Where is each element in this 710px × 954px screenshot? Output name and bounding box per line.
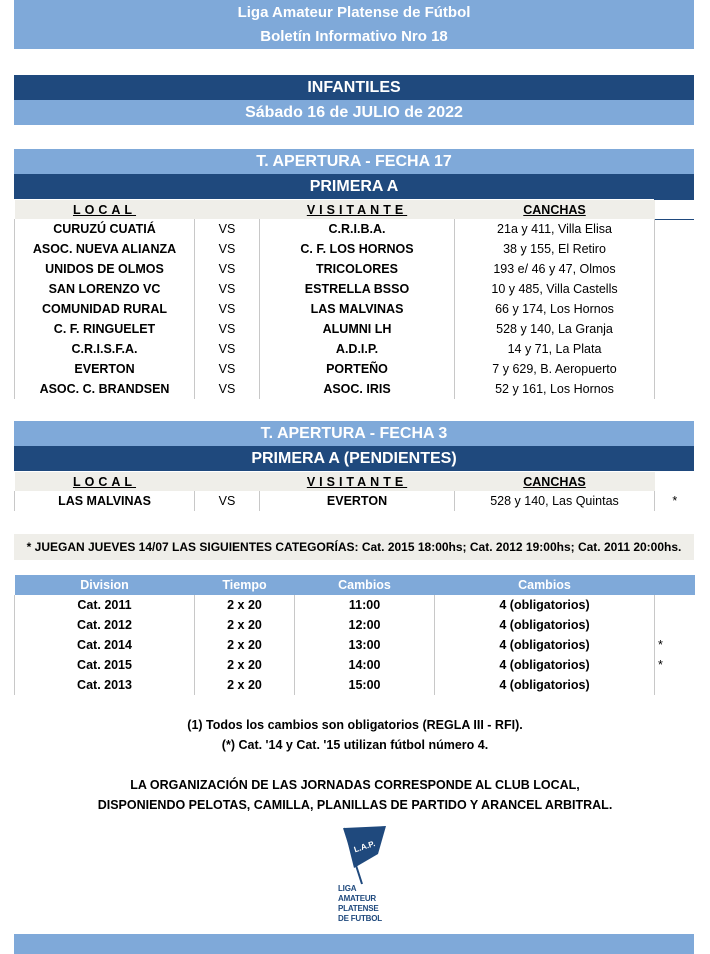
block2-rows bbox=[15, 491, 695, 511]
match-row bbox=[15, 239, 695, 259]
logo-line-4: DE FUTBOL bbox=[338, 914, 382, 923]
col-visitante: VISITANTE bbox=[306, 202, 408, 217]
visiting-team: A.D.I.P. bbox=[260, 339, 455, 359]
field-location: 14 y 71, La Plata bbox=[455, 339, 655, 359]
vs-label: VS bbox=[195, 279, 260, 299]
block2-table bbox=[14, 472, 695, 511]
header-cambios: Cambios bbox=[295, 575, 435, 595]
local-team: C. F. RINGUELET bbox=[15, 319, 195, 339]
row-mark bbox=[655, 319, 695, 339]
col-local: LOCAL bbox=[72, 202, 137, 217]
category-row bbox=[15, 655, 695, 675]
local-team: COMUNIDAD RURAL bbox=[15, 299, 195, 319]
block1-rows bbox=[15, 219, 695, 399]
visiting-team: TRICOLORES bbox=[260, 259, 455, 279]
category-changes: 4 (obligatorios) bbox=[435, 675, 655, 695]
field-location: 21a y 411, Villa Elisa bbox=[455, 219, 655, 239]
col-visitante: VISITANTE bbox=[306, 474, 408, 489]
category-division: Cat. 2012 bbox=[15, 615, 195, 635]
header-division: Division bbox=[15, 575, 195, 595]
local-team: CURUZÚ CUATIÁ bbox=[15, 219, 195, 239]
category-changes: 4 (obligatorios) bbox=[435, 595, 655, 615]
visiting-team: LAS MALVINAS bbox=[260, 299, 455, 319]
categories-table bbox=[14, 575, 695, 695]
logo-line-2: AMATEUR bbox=[338, 894, 377, 903]
vs-label: VS bbox=[195, 219, 260, 239]
league-name: Liga Amateur Platense de Fútbol bbox=[237, 4, 471, 21]
field-location: 38 y 155, El Retiro bbox=[455, 239, 655, 259]
logo-line-1: LIGA bbox=[338, 884, 357, 893]
row-mark: * bbox=[655, 491, 695, 511]
category-changes: 4 (obligatorios) bbox=[435, 655, 655, 675]
vs-label: VS bbox=[195, 299, 260, 319]
category-time: 2 x 20 bbox=[195, 615, 295, 635]
category-mark: * bbox=[655, 635, 695, 655]
visiting-team: ESTRELLA BSSO bbox=[260, 279, 455, 299]
field-location: 66 y 174, Los Hornos bbox=[455, 299, 655, 319]
category-mark bbox=[655, 595, 695, 615]
category-mark bbox=[655, 675, 695, 695]
col-canchas: CANCHAS bbox=[523, 474, 586, 489]
vs-label: VS bbox=[195, 259, 260, 279]
categories-headers bbox=[15, 575, 695, 595]
category-row bbox=[15, 635, 695, 655]
category-division: Cat. 2011 bbox=[15, 595, 195, 615]
organization-line-2: DISPONIENDO PELOTAS, CAMILLA, PLANILLAS DE PARTIDO Y ARANCEL ARBITRAL. bbox=[97, 798, 613, 812]
local-team: SAN LORENZO VC bbox=[15, 279, 195, 299]
field-location: 193 e/ 46 y 47, Olmos bbox=[455, 259, 655, 279]
block2-division: PRIMERA A (PENDIENTES) bbox=[14, 446, 694, 471]
categories-rows bbox=[15, 595, 695, 695]
category-changes: 4 (obligatorios) bbox=[435, 635, 655, 655]
row-mark bbox=[655, 239, 695, 259]
row-mark bbox=[655, 359, 695, 379]
row-mark bbox=[655, 259, 695, 279]
footnote-ball: (*) Cat. '14 y Cat. '15 utilizan fútbol número 4. bbox=[221, 738, 489, 752]
row-mark bbox=[655, 299, 695, 319]
category-mark: * bbox=[655, 655, 695, 675]
visiting-team: ASOC. IRIS bbox=[260, 379, 455, 399]
category-mark bbox=[655, 615, 695, 635]
match-row bbox=[15, 379, 695, 399]
local-team: ASOC. NUEVA ALIANZA bbox=[15, 239, 195, 259]
category-row bbox=[15, 675, 695, 695]
block1-column-headers bbox=[15, 200, 695, 219]
category-time: 2 x 20 bbox=[195, 595, 295, 615]
visiting-team: ALUMNI LH bbox=[260, 319, 455, 339]
local-team: EVERTON bbox=[15, 359, 195, 379]
col-canchas: CANCHAS bbox=[523, 202, 586, 217]
block1-tournament: T. APERTURA - FECHA 17 bbox=[14, 149, 694, 174]
row-mark bbox=[655, 379, 695, 399]
category-hour: 12:00 bbox=[295, 615, 435, 635]
section-category: INFANTILES bbox=[14, 75, 694, 100]
vs-label: VS bbox=[195, 239, 260, 259]
category-time: 2 x 20 bbox=[195, 655, 295, 675]
visiting-team: C. F. LOS HORNOS bbox=[260, 239, 455, 259]
footer-bar bbox=[14, 934, 694, 954]
match-row bbox=[15, 279, 695, 299]
local-team: LAS MALVINAS bbox=[15, 491, 195, 511]
match-row bbox=[15, 359, 695, 379]
vs-label: VS bbox=[195, 319, 260, 339]
vs-label: VS bbox=[195, 379, 260, 399]
logo-flag-text: L.A.P. bbox=[352, 839, 377, 855]
header-cambios: Cambios bbox=[435, 575, 655, 595]
row-mark bbox=[655, 279, 695, 299]
match-row bbox=[15, 219, 695, 239]
category-row bbox=[15, 615, 695, 635]
match-row bbox=[15, 259, 695, 279]
bulletin-number: Boletín Informativo Nro 18 bbox=[260, 28, 448, 45]
row-mark bbox=[655, 219, 695, 239]
match-row bbox=[15, 491, 695, 511]
local-team: UNIDOS DE OLMOS bbox=[15, 259, 195, 279]
category-hour: 15:00 bbox=[295, 675, 435, 695]
match-row bbox=[15, 319, 695, 339]
category-time: 2 x 20 bbox=[195, 675, 295, 695]
block1-table bbox=[14, 200, 695, 399]
organization-line-1: LA ORGANIZACIÓN DE LAS JORNADAS CORRESPONDE AL CLUB LOCAL, bbox=[130, 778, 580, 792]
visiting-team: EVERTON bbox=[260, 491, 455, 511]
block1-division: PRIMERA A bbox=[14, 174, 694, 199]
match-row bbox=[15, 339, 695, 359]
field-location: 52 y 161, Los Hornos bbox=[455, 379, 655, 399]
category-hour: 11:00 bbox=[295, 595, 435, 615]
block2-tournament: T. APERTURA - FECHA 3 bbox=[14, 421, 694, 446]
local-team: ASOC. C. BRANDSEN bbox=[15, 379, 195, 399]
section-date: Sábado 16 de JULIO de 2022 bbox=[14, 100, 694, 125]
category-division: Cat. 2013 bbox=[15, 675, 195, 695]
category-division: Cat. 2014 bbox=[15, 635, 195, 655]
col-local: LOCAL bbox=[72, 474, 137, 489]
category-division: Cat. 2015 bbox=[15, 655, 195, 675]
field-location: 7 y 629, B. Aeropuerto bbox=[455, 359, 655, 379]
match-row bbox=[15, 299, 695, 319]
vs-label: VS bbox=[195, 359, 260, 379]
local-team: C.R.I.S.F.A. bbox=[15, 339, 195, 359]
visiting-team: C.R.I.B.A. bbox=[260, 219, 455, 239]
field-location: 528 y 140, Las Quintas bbox=[455, 491, 655, 511]
block2-column-headers bbox=[15, 472, 695, 491]
bulletin-header bbox=[14, 0, 694, 49]
logo-wordmark bbox=[338, 884, 382, 924]
category-time: 2 x 20 bbox=[195, 635, 295, 655]
field-location: 528 y 140, La Granja bbox=[455, 319, 655, 339]
schedule-note: * JUEGAN JUEVES 14/07 LAS SIGUIENTES CATEGORÍAS: Cat. 2015 18:00hs; Cat. 2012 19:00hs; Cat. 2011 20:00hs. bbox=[14, 534, 694, 560]
vs-label: VS bbox=[195, 491, 260, 511]
category-row bbox=[15, 595, 695, 615]
field-location: 10 y 485, Villa Castells bbox=[455, 279, 655, 299]
vs-label: VS bbox=[195, 339, 260, 359]
footnote-rule: (1) Todos los cambios son obligatorios (REGLA III - RFI). bbox=[187, 718, 523, 732]
visiting-team: PORTEÑO bbox=[260, 359, 455, 379]
category-hour: 13:00 bbox=[295, 635, 435, 655]
category-hour: 14:00 bbox=[295, 655, 435, 675]
header-tiempo: Tiempo bbox=[195, 575, 295, 595]
category-changes: 4 (obligatorios) bbox=[435, 615, 655, 635]
row-mark bbox=[655, 339, 695, 359]
logo-line-3: PLATENSE bbox=[338, 904, 379, 913]
